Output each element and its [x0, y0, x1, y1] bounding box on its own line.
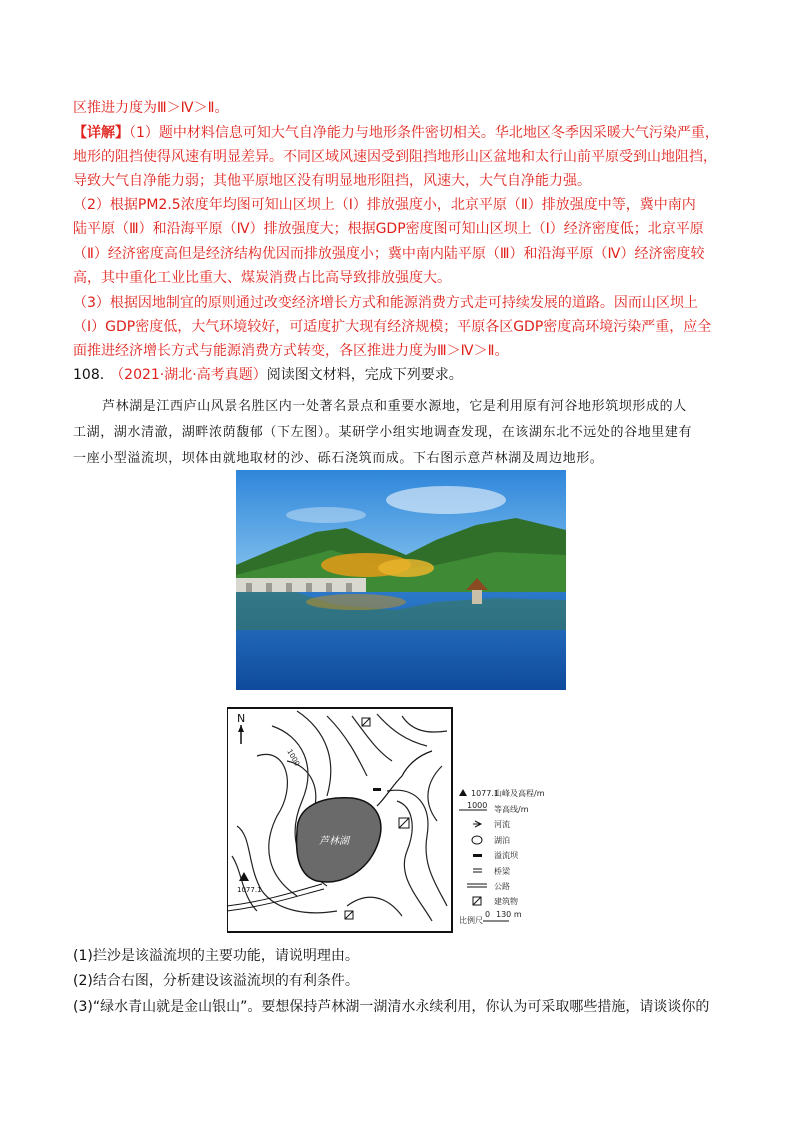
svg-text:1077.1: 1077.1 [471, 789, 499, 798]
question-instruction: 阅读图文材料，完成下列要求。 [266, 367, 463, 383]
detail-paragraph-1-line-3: 导致大气自净能力弱；其他平原地区没有明显地形阻挡，风速大，大气自净能力强。 [73, 173, 591, 189]
question-source: （2021·湖北·高考真题） [110, 367, 267, 383]
question-3: (3)“绿水青山就是金山银山”。要想保持芦林湖一湖清水永续利用，你认为可采取哪些措施，请谈谈你的 [73, 999, 710, 1015]
svg-text:等高线/m: 等高线/m [494, 805, 529, 814]
svg-text:河流: 河流 [494, 820, 510, 829]
svg-text:溢流坝: 溢流坝 [494, 851, 518, 860]
map-legend [459, 788, 545, 925]
svg-text:0: 0 [485, 910, 491, 919]
svg-text:建筑物: 建筑物 [494, 897, 518, 906]
material-line-3: 一座小型溢流坝，坝体由就地取材的沙、砾石浇筑而成。下右图示意芦林湖及周边地形。 [73, 451, 604, 466]
detail-paragraph-1-line-2: 地形的阻挡使得风速有明显差异。不同区域风速因受到阻挡地形山区盆地和太行山前平原受到山地阻挡， [73, 149, 717, 165]
lulin-lake-photo [236, 470, 566, 690]
lake-label: 芦林湖 [319, 836, 349, 847]
question-2: (2)结合右图，分析建设该溢流坝的有利条件。 [73, 973, 359, 989]
question-number: 108. [73, 367, 105, 383]
svg-text:湖泊: 湖泊 [494, 836, 510, 845]
detail-paragraph-2-line-1: （2）根据PM2.5浓度年均图可知山区坝上（Ⅰ）排放强度小，北京平原（Ⅱ）排放强度中等，冀中南内 [73, 197, 696, 213]
svg-text:比例尺: 比例尺 [459, 916, 483, 925]
contour-value: 1000 [285, 748, 302, 768]
material-line-1: 芦林湖是江西庐山风景名胜区内一处著名景点和重要水源地，它是利用原有河谷地形筑坝形成的人 [102, 399, 687, 414]
svg-text:山峰及高程/m: 山峰及高程/m [494, 789, 545, 798]
detail-paragraph-2-line-4: 高，其中重化工业比重大、煤炭消费占比高导致排放强度大。 [73, 270, 451, 286]
detail-paragraph-3-line-1: （3）根据因地制宜的原则通过改变经济增长方式和能源消费方式走可持续发展的道路。因而山区坝上 [73, 295, 698, 311]
north-label: N [237, 712, 246, 725]
svg-text:130 m: 130 m [496, 910, 522, 919]
answer-conclusion: 区推进力度为Ⅲ＞Ⅳ＞Ⅱ。 [73, 100, 229, 116]
detail-paragraph-3-line-2: （Ⅰ）GDP密度低，大气环境较好，可适度扩大现有经济规模；平原各区GDP密度高环境污染严重，应全 [73, 319, 712, 335]
detail-paragraph-2-line-3: （Ⅱ）经济密度高但是经济结构优因而排放强度小；冀中南内陆平原（Ⅲ）和沿海平原（Ⅳ）经济密度较 [73, 246, 705, 262]
svg-text:公路: 公路 [494, 882, 510, 891]
detail-paragraph-2-line-2: 陆平原（Ⅲ）和沿海平原（Ⅳ）排放强度大；根据GDP密度图可知山区坝上（Ⅰ）经济密度低；北京平原 [73, 221, 704, 237]
detail-paragraph-3-line-3: 面推进经济增长方式与能源消费方式转变，各区推进力度为Ⅲ＞Ⅳ＞Ⅱ。 [73, 343, 509, 359]
detail-tag: 【详解】 [73, 125, 129, 141]
material-line-2: 工湖，湖水清澈，湖畔浓荫馥郁（下左图）。某研学小组实地调查发现，在该湖东北不远处的谷地里建有 [73, 425, 693, 440]
topographic-map [227, 706, 587, 938]
question-header [73, 366, 463, 384]
question-1: (1)拦沙是该溢流坝的主要功能，请说明理由。 [73, 948, 359, 964]
svg-text:桥梁: 桥梁 [494, 867, 510, 876]
peak-value: 1077.1 [237, 886, 262, 894]
detail-paragraph-1-line-1: 【详解】（1）题中材料信息可知大气自净能力与地形条件密切相关。华北地区冬季因采暖大气污染严重， [73, 125, 719, 141]
svg-text:1000: 1000 [467, 801, 488, 810]
